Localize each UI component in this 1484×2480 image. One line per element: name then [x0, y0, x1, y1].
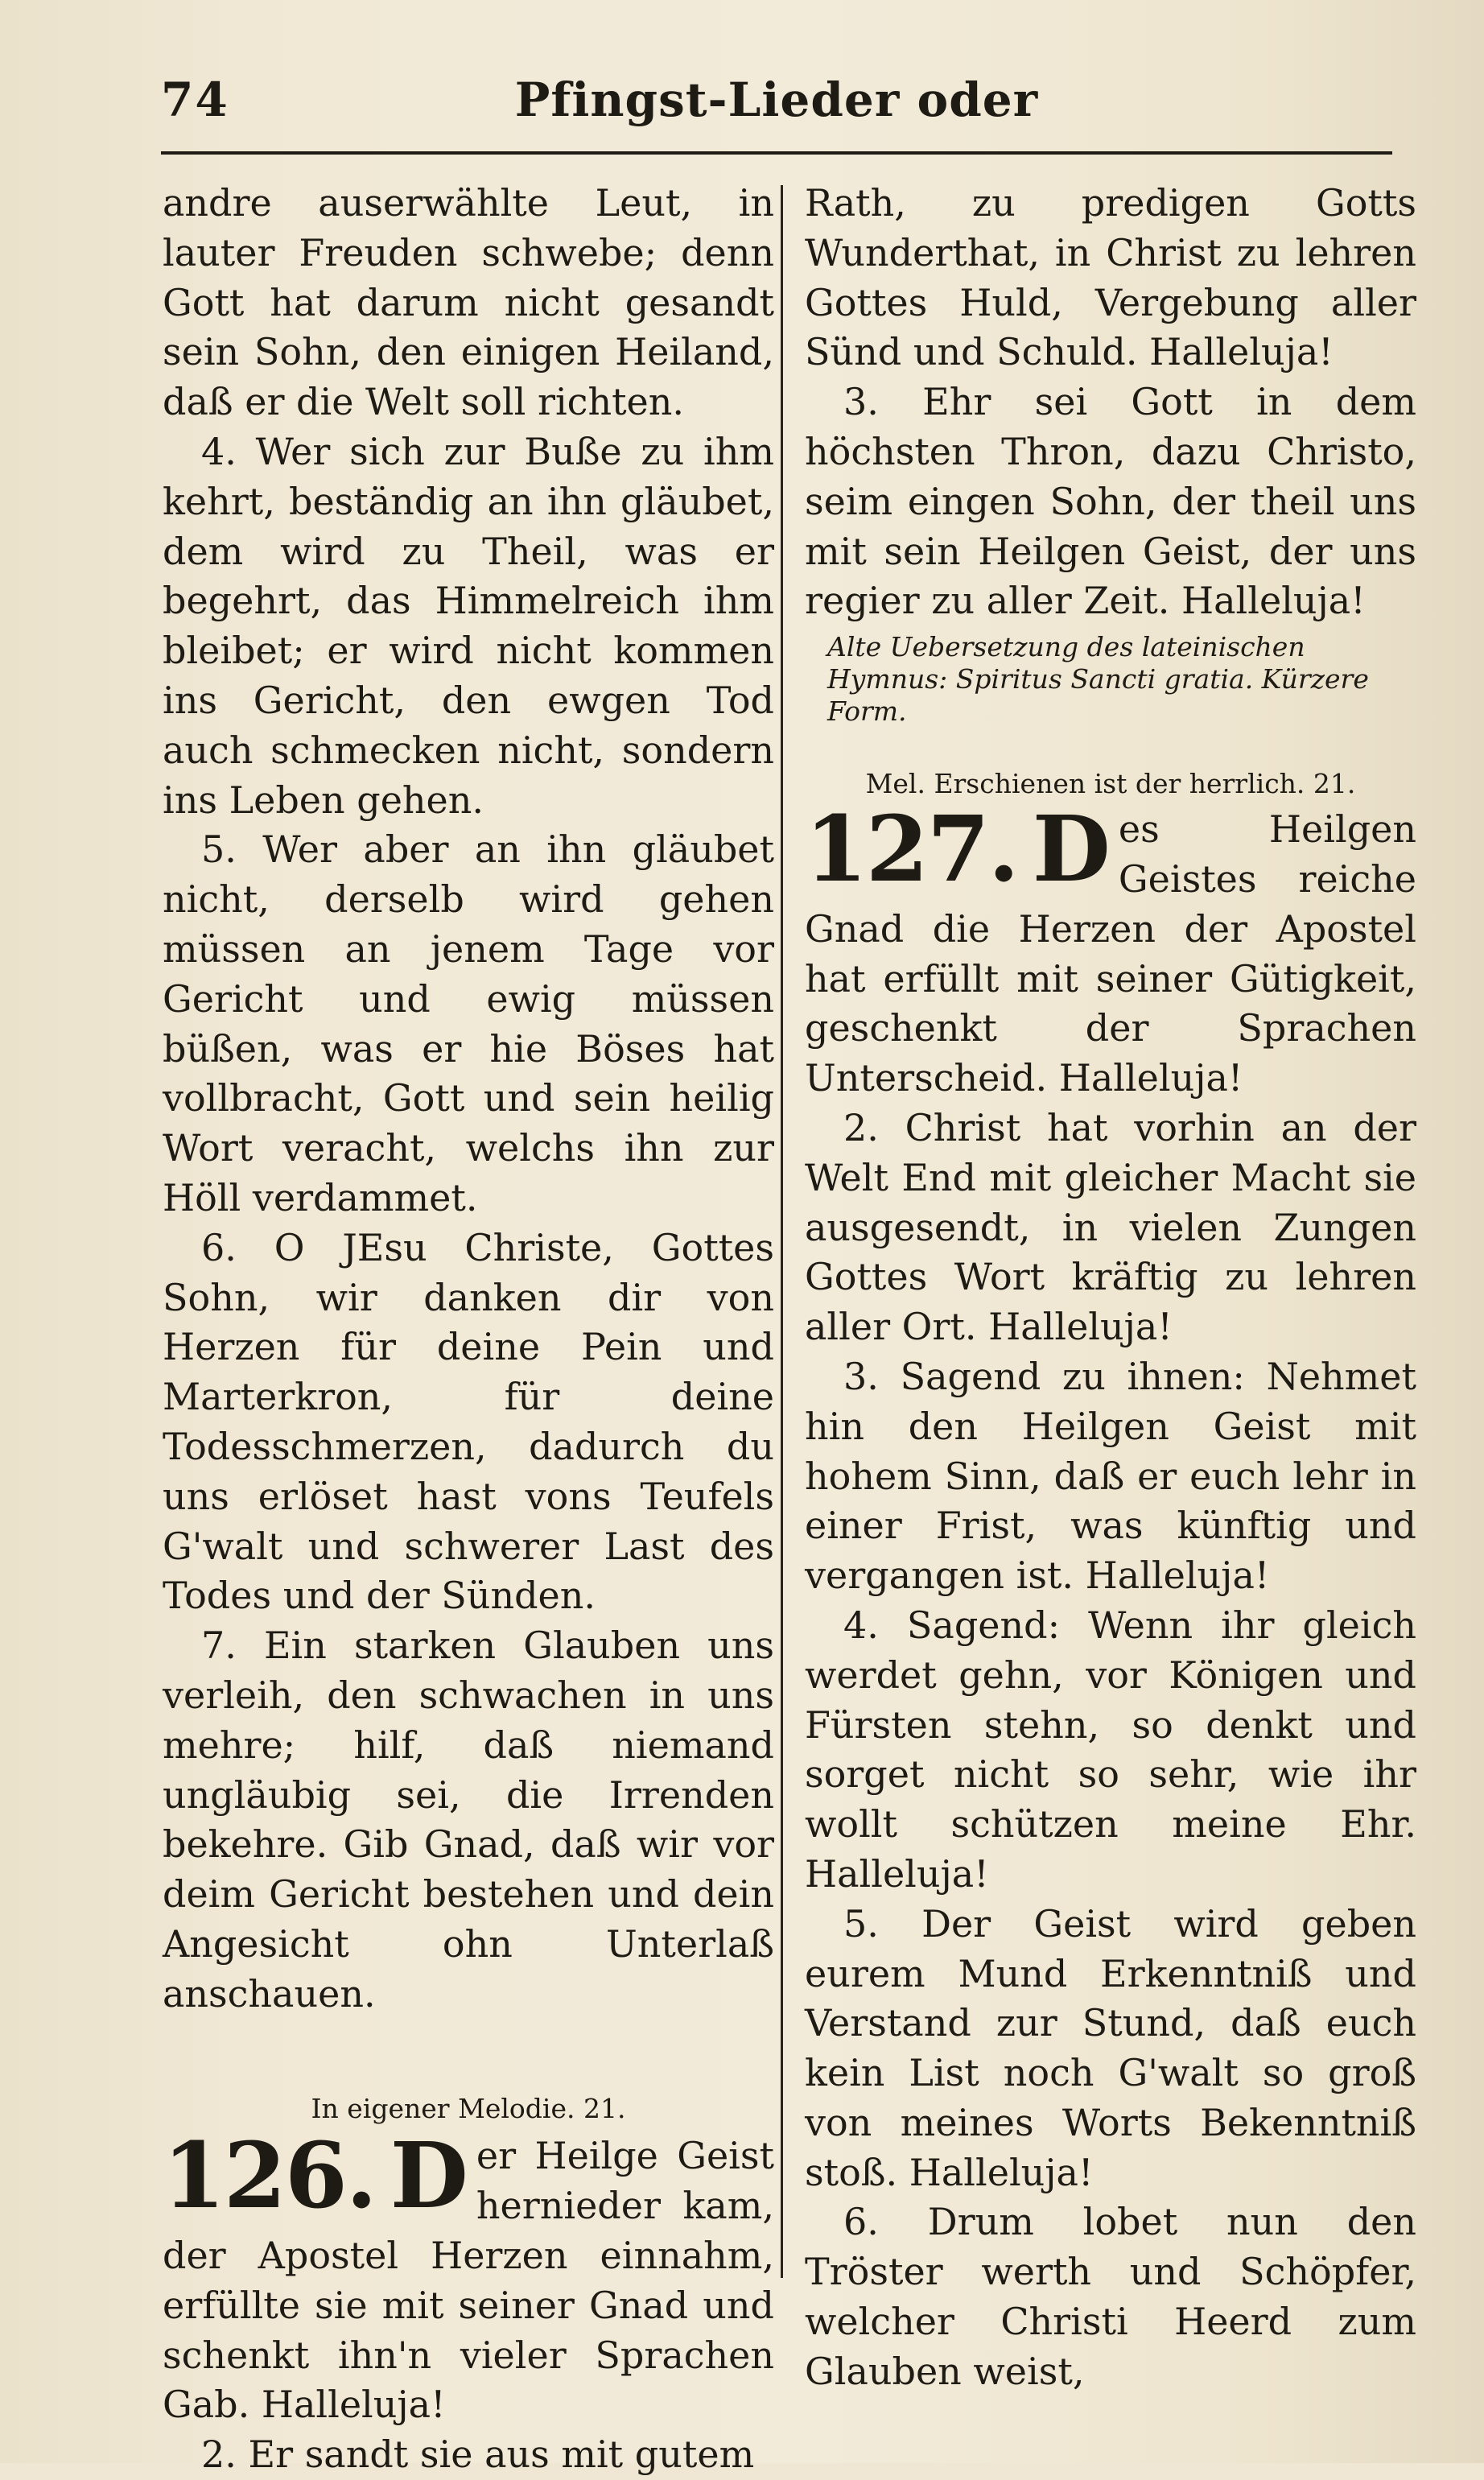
hymn-127-verse-4: 4. Sagend: Wenn ihr gleich werdet gehn, vor Königen und Fürsten stehn, so denkt und sorget nicht so sehr, wie ihr wollt schützen meine Ehr. Halleluja!: [805, 1603, 1416, 1896]
hymn-127-verse-2: 2. Christ hat vorhin an der Welt End mit gleicher Macht sie ausgesendt, in vielen Zungen Gottes Wort kräftig zu lehren aller Ort. Halleluja!: [805, 1105, 1416, 1349]
hymn-126-verse-2: 2. Er sandt sie aus mit gutem: [201, 2433, 755, 2477]
hymn-126-initial: D: [390, 2123, 468, 2230]
hymn-127: [805, 797, 1416, 1104]
hymn-126: [163, 2123, 774, 2430]
verse-6: 6. O JEsu Christe, Gottes Sohn, wir danken dir von Herzen für deine Pein und Marterkron, für deine Todesschmerzen, dadurch du uns erlöset hast vons Teufels G'walt und schwerer Last des Todes und der Sünden.: [163, 1225, 774, 1618]
page-number: 74: [161, 72, 229, 127]
column-divider: [781, 185, 783, 2278]
hymn-126-verse-1: er Heilge Geist hernieder kam, der Apostel Herzen einnahm, erfüllte sie mit seiner Gnad und schenkt ihn'n vieler Sprachen Gab. Halleluja!: [163, 2134, 774, 2427]
verse-7: 7. Ein starken Glauben uns verleih, den schwachen in uns mehre; hilf, daß niemand ungläubig sei, die Irrenden bekehre. Gib Gnad, daß wir vor deim Gericht bestehen und dein Angesicht ohn Unterlaß anschauen.: [163, 1624, 774, 2016]
hymn-127-verse-5: 5. Der Geist wird geben eurem Mund Erkenntniß und Verstand zur Stund, daß euch kein List noch G'walt so groß von meines Worts Bekenntniß stoß. Halleluja!: [805, 1901, 1416, 2194]
verse-continuation-right: Rath, zu predigen Gotts Wunderthat, in Christ zu lehren Gottes Huld, Vergebung aller Sünd und Schuld. Halleluja!: [805, 181, 1416, 374]
hymn-127-verse-3: 3. Sagend zu ihnen: Nehmet hin den Heilgen Geist mit hohem Sinn, daß er euch lehr in einer Frist, was künftig und vergangen ist. Halleluja!: [805, 1354, 1416, 1598]
header-rule: [161, 151, 1392, 155]
verse-4: 4. Wer sich zur Buße zu ihm kehrt, beständig an ihn gläubet, dem wird zu Theil, was er begehrt, das Himmelreich ihm bleibet; er wird nicht kommen ins Gericht, den ewgen Tod auch schmecken nicht, sondern ins Leben gehen.: [163, 429, 774, 822]
running-title: Pfingst-Lieder oder: [514, 72, 1039, 127]
hymn-126-melody: In eigener Melodie. 21.: [311, 2093, 626, 2125]
page-header: [161, 72, 1392, 153]
verse-continuation: andre auserwählte Leut, in lauter Freuden schwebe; denn Gott hat darum nicht gesandt sein Sohn, den einigen Heiland, daß er die Welt soll richten.: [163, 181, 774, 424]
hymn-127-verse-6: 6. Drum lobet nun den Tröster werth und Schöpfer, welcher Christi Heerd zum Glauben weist,: [805, 2200, 1416, 2393]
verse-5: 5. Wer aber an ihn gläubet nicht, derselb wird gehen müssen an jenem Tage vor Gericht und ewig müssen büßen, was er hie Böses hat vollbracht, Gott und sein heilig Wort veracht, welchs ihn zur Höll verdammet.: [163, 827, 774, 1219]
source-note: Alte Uebersetzung des lateinischen Hymnus: Spiritus Sancti gratia. Kürzere Form.: [827, 631, 1369, 728]
right-column: [805, 179, 1416, 2397]
verse-3-right: 3. Ehr sei Gott in dem höchsten Thron, dazu Christo, seim eingen Sohn, der theil uns mit sein Heilgen Geist, der uns regier zu aller Zeit. Halleluja!: [805, 380, 1416, 623]
left-column: [163, 179, 774, 2480]
hymn-126-number: 126.: [163, 2123, 376, 2230]
hymn-127-number: 127.: [805, 797, 1018, 903]
hymn-127-melody: Mel. Erschienen ist der herrlich. 21.: [865, 768, 1356, 800]
hymn-127-verse-1: es Heilgen Geistes reiche Gnad die Herzen der Apostel hat erfüllt mit seiner Gütigkeit, geschenkt der Sprachen Unterscheid. Halleluja!: [805, 807, 1416, 1100]
hymn-127-initial: D: [1032, 797, 1111, 903]
